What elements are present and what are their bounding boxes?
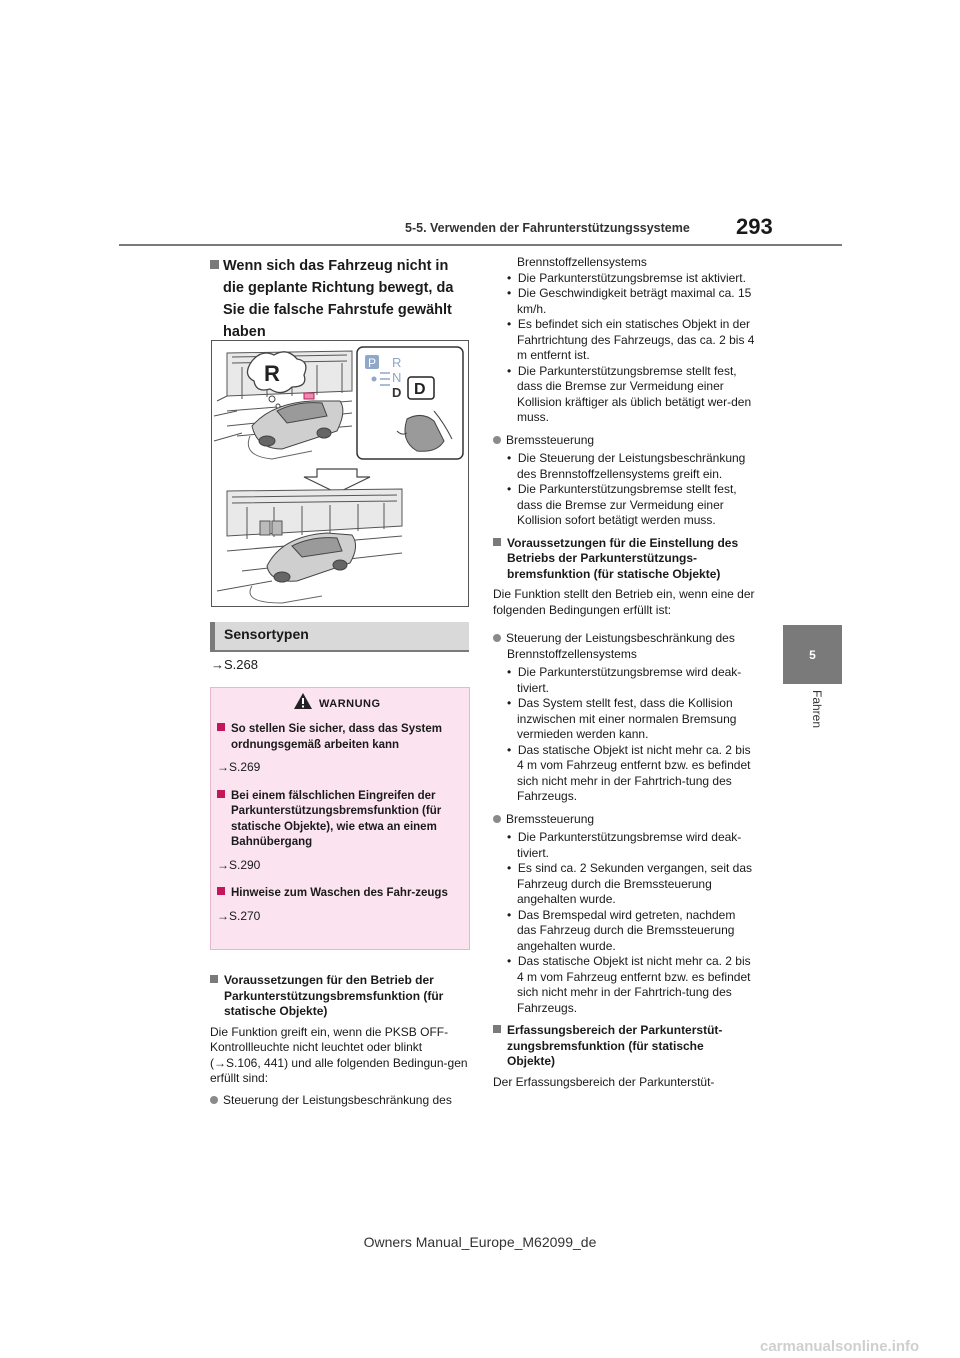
warning-box xyxy=(210,687,470,950)
chapter-number: 5 xyxy=(809,647,816,662)
heading-line-2: die geplante Richtung bewegt, da xyxy=(223,280,454,296)
gear-d-box: D xyxy=(414,381,426,398)
conditions-ref[interactable]: S.106, 441 xyxy=(226,1055,285,1070)
header-divider xyxy=(119,244,842,246)
list-item: • Es sind ca. 2 Sekunden vergangen, seit das Fahrzeug durch die Bremssteuerung angehalten wurde. xyxy=(507,861,753,906)
warning-ref-3[interactable]: →S.270 xyxy=(217,908,261,923)
dash-list-2 xyxy=(493,451,755,529)
warning-title: WARNUNG xyxy=(319,698,381,710)
sensor-types-title: Sensortypen xyxy=(224,626,309,642)
conditions-bullet: Steuerung der Leistungsbeschränkung des xyxy=(210,1093,470,1109)
list-item: • Die Parkunterstützungsbremse ist aktiviert. xyxy=(507,270,746,285)
list-item: • Die Parkunterstützungsbremse wird deak-tiviert. xyxy=(507,665,742,695)
square-bullet-icon xyxy=(493,538,501,546)
dash-list-1 xyxy=(493,271,755,426)
warning-item-3: Hinweise zum Waschen des Fahr-zeugs xyxy=(217,886,463,902)
list-item: • Das System stellt fest, dass die Kollision inzwischen mit einer normalen Bremsung vermieden werden kann. xyxy=(507,696,737,741)
list-item: • Das statische Objekt ist nicht mehr ca. 2 bis 4 m vom Fahrzeug entfernt bzw. es befindet sich nicht mehr in der Fahrtrich-tung des Fahrzeugs. xyxy=(507,742,751,803)
warning-ref-1[interactable]: →S.269 xyxy=(217,760,261,774)
deactivation-heading: Voraussetzungen für die Einstellung des Betriebs der Parkunterstützungs-bremsfunktion (für statische Objekte) xyxy=(493,536,755,583)
chapter-tab[interactable] xyxy=(783,625,842,684)
list-item: • Die Geschwindigkeit beträgt maximal ca. 15 km/h. xyxy=(507,286,752,316)
thought-bubble xyxy=(247,352,305,408)
conditions-section xyxy=(210,973,470,1111)
warning-item-2: Bei einem fälschlichen Eingreifen der Parkunterstützungsbremsfunktion (für statische Objekte), wie etwa an einem Bahnübergang xyxy=(217,789,463,851)
illustration-figure xyxy=(211,340,469,607)
continued-text: Brennstoffzellensystems xyxy=(517,255,647,269)
square-bullet-icon xyxy=(210,975,218,983)
round-bullet-icon xyxy=(493,634,501,642)
round-bullet-icon xyxy=(210,1096,218,1104)
list-item: • Die Parkunterstützungsbremse stellt fest, dass die Bremse zur Vermeidung einer Kollision sofort betätigt werden muss. xyxy=(507,482,737,527)
round-bullet-icon xyxy=(493,436,501,444)
detection-range-heading: Erfassungsbereich der Parkunterstüt-zungsbremsfunktion (für statische Objekte) xyxy=(493,1023,755,1070)
sensor-types-heading xyxy=(210,622,469,652)
deactivation-intro: Die Funktion stellt den Betrieb ein, wenn eine der folgenden Bedingungen erfüllt ist: xyxy=(493,587,755,617)
footer-doc-id: Owners Manual_Europe_M62099_de xyxy=(363,1234,597,1250)
bullet-power-limit: Steuerung der Leistungsbeschränkung des Brennstoffzellensystems xyxy=(493,631,755,662)
conditions-intro: Die Funktion greift ein, wenn die PKSB OFF-Kontrollleuchte nicht leuchtet oder blinkt (→S.106, 441) und alle folgenden Bedingun-gen erfüllt sind: xyxy=(210,1024,468,1085)
right-column xyxy=(493,255,755,1096)
list-item: • Das Bremspedal wird getreten, nachdem das Fahrzeug durch die Bremssteuerung angehalten wurde. xyxy=(507,907,736,953)
main-heading xyxy=(210,255,472,343)
warning-header xyxy=(211,688,469,718)
square-bullet-icon xyxy=(217,790,225,798)
heading-line-3: Sie die falsche Fahrstufe gewählt xyxy=(223,302,452,318)
section-title: 5-5. Verwenden der Fahrunterstützungssysteme xyxy=(405,221,690,235)
bullet-brake-control-2: Bremssteuerung xyxy=(493,812,755,828)
gear-r-label: R xyxy=(392,355,402,370)
heading-line-1: Wenn sich das Fahrzeug nicht in xyxy=(210,255,472,277)
heading-accent xyxy=(210,622,215,650)
warning-triangle-icon xyxy=(293,692,313,710)
warning-ref-2[interactable]: →S.290 xyxy=(217,857,261,872)
list-item: • Die Parkunterstützungsbremse wird deak-tiviert. xyxy=(507,830,742,860)
round-bullet-icon xyxy=(493,815,501,823)
square-bullet-icon xyxy=(217,723,225,731)
square-bullet-icon xyxy=(217,887,225,895)
bullet-brake-control-1: Bremssteuerung xyxy=(493,433,755,449)
list-item: • Die Parkunterstützungsbremse stellt fest, dass die Bremse zur Vermeidung einer Kollision kräftiger als üblich betätigt wer-den muss. xyxy=(507,363,752,424)
list-item: • Die Steuerung der Leistungsbeschränkung des Brennstoffzellensystems greift ein. xyxy=(507,451,746,481)
page-number: 293 xyxy=(736,214,773,239)
heading-line-4: haben xyxy=(223,324,266,340)
warning-body xyxy=(217,722,463,937)
square-bullet-icon xyxy=(210,260,219,269)
watermark: carmanualsonline.info xyxy=(760,1338,920,1355)
list-item: • Es befindet sich ein statisches Objekt in der Fahrtrichtung des Fahrzeugs, das ca. 2 bis 4 m entfernt ist. xyxy=(507,317,755,362)
chapter-label: Fahren xyxy=(810,690,824,729)
sensor-types-ref[interactable]: →S.268 xyxy=(211,657,258,672)
dash-list-4 xyxy=(493,830,755,1016)
dash-list-3 xyxy=(493,665,755,805)
wrong-gear-illustration xyxy=(212,341,468,606)
gear-inset xyxy=(357,347,463,459)
square-bullet-icon xyxy=(493,1025,501,1033)
conditions-heading: Voraussetzungen für den Betrieb der Parkunterstützungsbremsfunktion (für statische Objekte) xyxy=(210,973,470,1020)
gear-n-label: N xyxy=(392,370,402,385)
list-item: • Das statische Objekt ist nicht mehr ca. 2 bis 4 m vom Fahrzeug entfernt bzw. es befindet sich nicht mehr in der Fahrtrich-tung des Fahrzeugs. xyxy=(507,954,751,1015)
gear-d-label: D xyxy=(392,385,402,400)
detection-range-text: Der Erfassungsbereich der Parkunterstüt- xyxy=(493,1074,715,1089)
warning-item-1: So stellen Sie sicher, dass das System ordnungsgemäß arbeiten kann xyxy=(217,722,463,753)
gear-p-label: P xyxy=(368,356,377,370)
bubble-letter: R xyxy=(264,361,280,386)
